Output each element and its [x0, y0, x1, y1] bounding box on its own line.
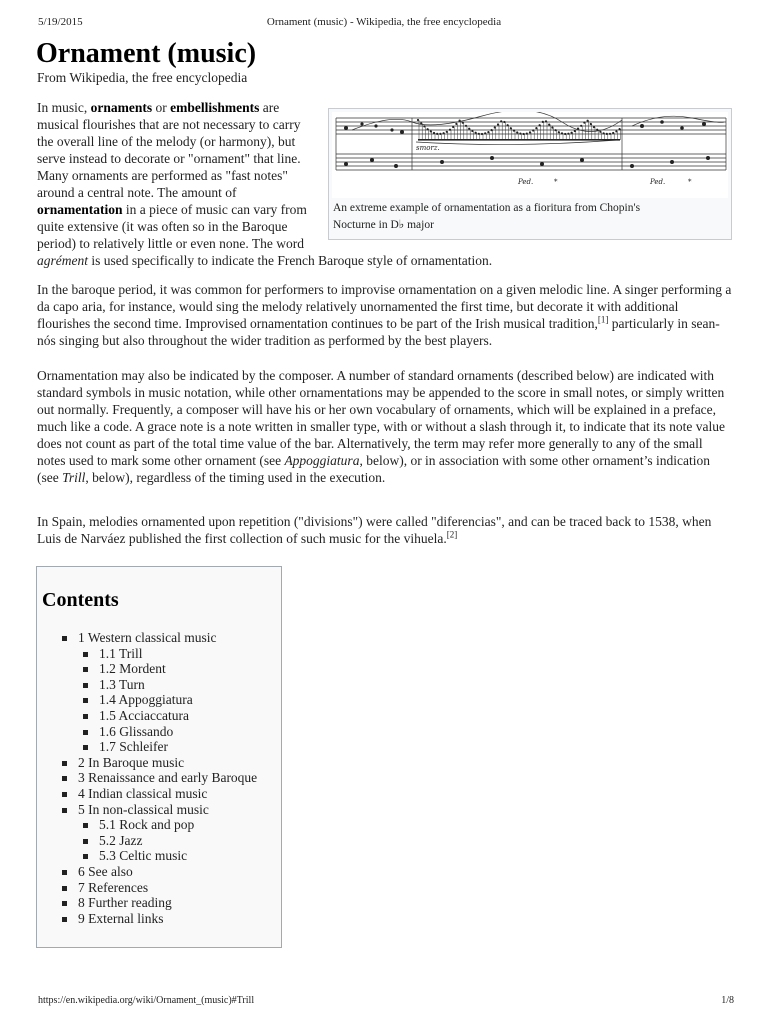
- toc-item[interactable]: 3 Renaissance and early Baroque: [61, 770, 257, 786]
- term-ornaments: ornaments: [90, 100, 153, 115]
- score-svg: [332, 112, 730, 198]
- page-title: Ornament (music): [36, 38, 257, 69]
- spain-paragraph: In Spain, melodies ornamented upon repetition ("divisions") were called "diferencias", and can be traced back to 1538, when Luis de Narváez published the first collection of such music for the vihuela.[2]: [37, 514, 712, 546]
- toc-item[interactable]: 1.3 Turn: [82, 677, 257, 693]
- toc-list: [61, 630, 257, 926]
- toc-item[interactable]: 1.4 Appoggiatura: [82, 692, 257, 708]
- toc-item[interactable]: 6 See also: [61, 864, 257, 880]
- chopin-figure: [328, 108, 732, 240]
- toc-item[interactable]: 4 Indian classical music: [61, 786, 257, 802]
- toc-item[interactable]: 1.7 Schleifer: [82, 739, 257, 755]
- toc-item[interactable]: 5.1 Rock and pop: [82, 817, 257, 833]
- figure-caption: An extreme example of ornamentation as a fioritura from Chopin's Nocturne in D♭ major: [333, 202, 641, 231]
- music-score-image[interactable]: [332, 112, 728, 198]
- page-subtitle: From Wikipedia, the free encyclopedia: [37, 70, 248, 85]
- toc-item[interactable]: 1.5 Acciaccatura: [82, 708, 257, 724]
- pedal-release-mark-2: *: [688, 178, 692, 186]
- baroque-paragraph: In the baroque period, it was common for performers to improvise ornamentation on a given melodic line. A singer performing a da capo aria, for instance, would sing the melody relatively unornamented the first time, but decorate it with additional flourishes the second time. Improvised ornamentation continues to be part of the Irish musical tradition,[1] particularly in sean-nós singing but also throughout the wider tradition as performed by the best players.: [37, 282, 732, 348]
- pedal-mark: Ped.: [518, 178, 534, 186]
- ref-2[interactable]: [2]: [446, 529, 458, 540]
- toc-item[interactable]: 1 Western classical music: [61, 630, 257, 646]
- link-trill[interactable]: Trill: [62, 470, 86, 485]
- toc-item[interactable]: 1.1 Trill: [82, 646, 257, 662]
- term-ornamentation: ornamentation: [37, 202, 123, 217]
- pedal-mark-2: Ped.: [650, 178, 666, 186]
- term-agrement: agrément: [37, 253, 88, 268]
- composer-paragraph: Ornamentation may also be indicated by the composer. A number of standard ornaments (described below) are indicated with standard symbols in music notation, while other ornamentations may be appended to the score in small notes, or simply written out normally. Frequently, a composer will have his or her own vocabulary of ornaments, which will be explained in a preface, much like a code. A grace note is a note written in smaller type, with or without a slash through it, to indicate that its note value does not count as part of the total time value of the bar. Alternatively, the term may refer more generally to any of the small notes used to mark some other ornament (see Appoggiatura, below), or in association with some other ornament’s indication (see Trill, below), regardless of the timing used in the execution.: [37, 368, 725, 485]
- print-page-number: 1/8: [721, 995, 734, 1006]
- toc-item[interactable]: 5.3 Celtic music: [82, 848, 257, 864]
- term-embellishments: embellishments: [170, 100, 260, 115]
- toc-item[interactable]: 9 External links: [61, 911, 257, 927]
- toc-item[interactable]: 5.2 Jazz: [82, 833, 257, 849]
- link-appoggiatura[interactable]: Appoggiatura: [284, 453, 360, 468]
- toc-item[interactable]: 1.6 Glissando: [82, 724, 257, 740]
- print-date: 5/19/2015: [38, 16, 83, 28]
- intro-paragraph: smorz. Ped. * Ped. * An extreme example of ornamentation as a fioritura from Chopin's Nocturne in D♭ major In music, ornaments or embellishments are musical flourishes that are not necessary to carry the overall line of the melody (or harmony), but serve instead to decorate or "ornament" that line. Many ornaments are performed as "fast notes" around a central note. The amount of ornamentation in a piece of music can vary from quite extensive (it was often so in the Baroque period) to relatively little or even none. The word agrément is used specifically to indicate the French Baroque style of ornamentation.: [37, 99, 732, 269]
- print-header-title: Ornament (music) - Wikipedia, the free encyclopedia: [266, 16, 502, 28]
- toc-title: Contents: [42, 589, 119, 611]
- ref-1[interactable]: [1]: [597, 314, 609, 325]
- toc-item[interactable]: 2 In Baroque music: [61, 755, 257, 771]
- toc-item[interactable]: 5 In non-classical music: [61, 802, 257, 818]
- score-tempo-mark: smorz.: [416, 144, 440, 152]
- table-of-contents: [36, 566, 282, 948]
- print-footer-url: https://en.wikipedia.org/wiki/Ornament_(music)#Trill: [38, 995, 255, 1006]
- toc-item[interactable]: 7 References: [61, 880, 257, 896]
- toc-item[interactable]: 8 Further reading: [61, 895, 257, 911]
- pedal-release-mark: *: [554, 178, 558, 186]
- toc-item[interactable]: 1.2 Mordent: [82, 661, 257, 677]
